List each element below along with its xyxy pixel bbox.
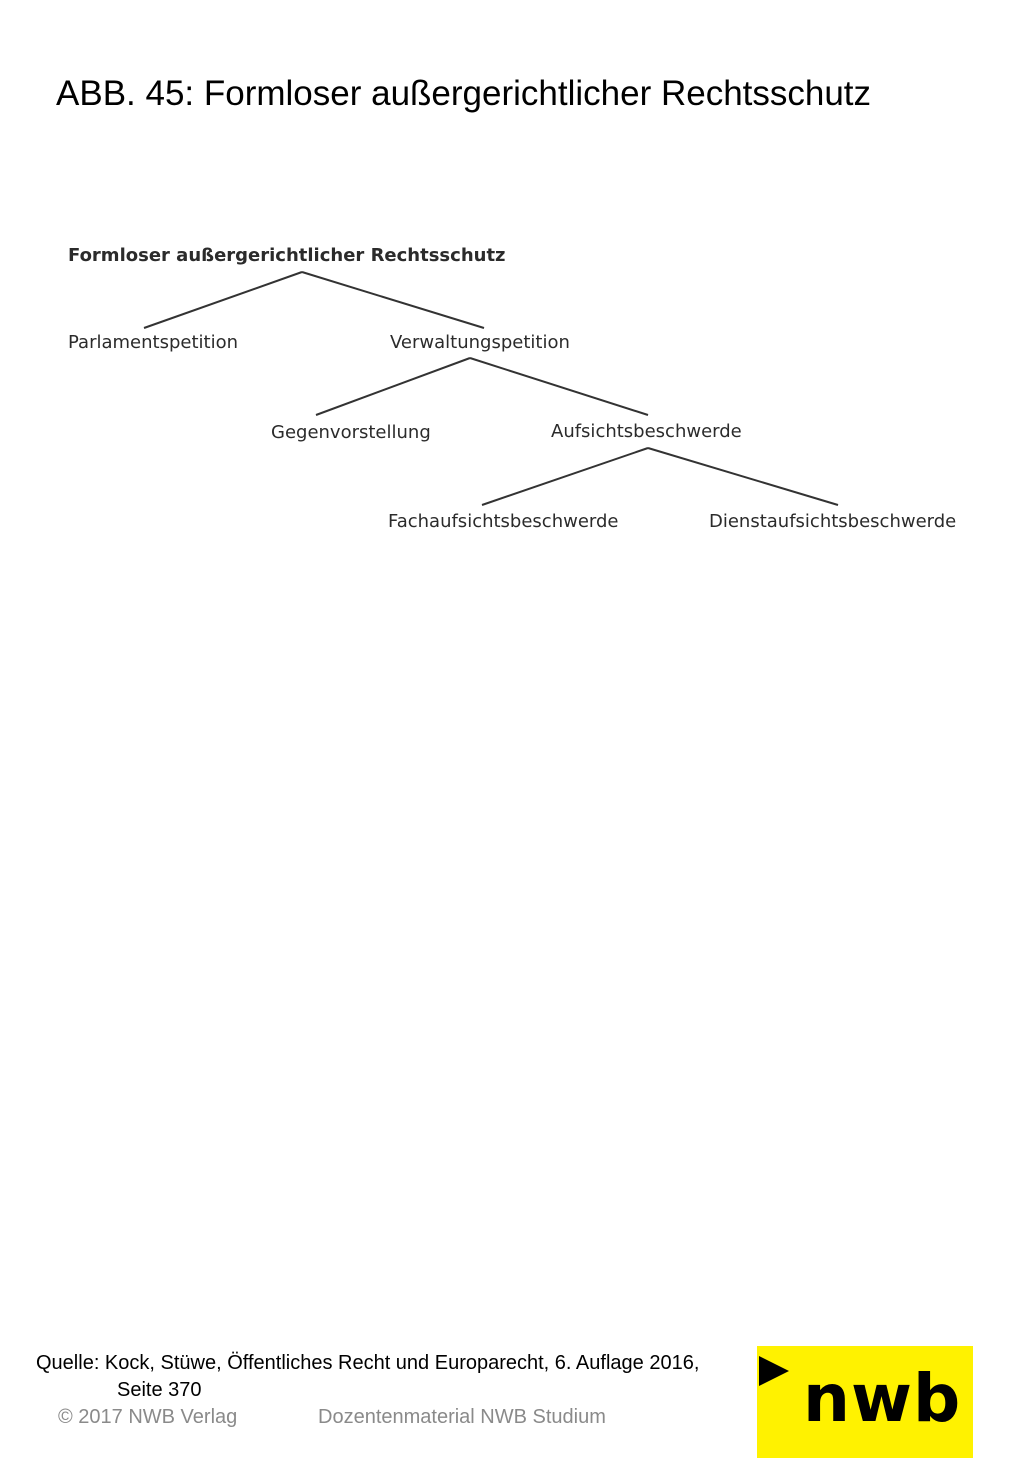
edge-verwaltungspetition-gegenvorstellung: [316, 358, 470, 415]
node-root: Formloser außergerichtlicher Rechtsschutz: [68, 245, 506, 266]
edge-aufsichtsbeschwerde-fachaufsichtsbeschwerde: [482, 448, 648, 505]
source-line-1: Quelle: Kock, Stüwe, Öffentliches Recht und Europarecht, 6. Auflage 2016,: [36, 1352, 700, 1374]
edge-verwaltungspetition-aufsichtsbeschwerde: [470, 358, 648, 415]
nwb-logo: [757, 1346, 973, 1458]
edge-root-parlamentspetition: [144, 272, 302, 328]
node-aufsichtsbeschwerde: Aufsichtsbeschwerde: [551, 421, 742, 442]
source-citation: [36, 1350, 699, 1404]
copyright-text: © 2017 NWB Verlag: [58, 1406, 238, 1428]
edge-aufsichtsbeschwerde-dienstaufsichtsbeschwerde: [648, 448, 838, 505]
node-fachaufsichtsbeschwerde: Fachaufsichtsbeschwerde: [388, 511, 619, 532]
edge-root-verwaltungspetition: [302, 272, 484, 328]
page-title: ABB. 45: Formloser außergerichtlicher Rechtsschutz: [56, 74, 872, 113]
node-parlamentspetition: Parlamentspetition: [68, 332, 238, 353]
node-dienstaufsichtsbeschwerde: Dienstaufsichtsbeschwerde: [709, 511, 957, 532]
logo-text: nwb: [803, 1360, 962, 1437]
source-line-2: Seite 370: [117, 1379, 202, 1401]
play-arrow-icon: [757, 1354, 791, 1388]
node-gegenvorstellung: Gegenvorstellung: [271, 422, 431, 443]
node-verwaltungspetition: Verwaltungspetition: [390, 332, 570, 353]
material-text: Dozentenmaterial NWB Studium: [318, 1406, 606, 1428]
